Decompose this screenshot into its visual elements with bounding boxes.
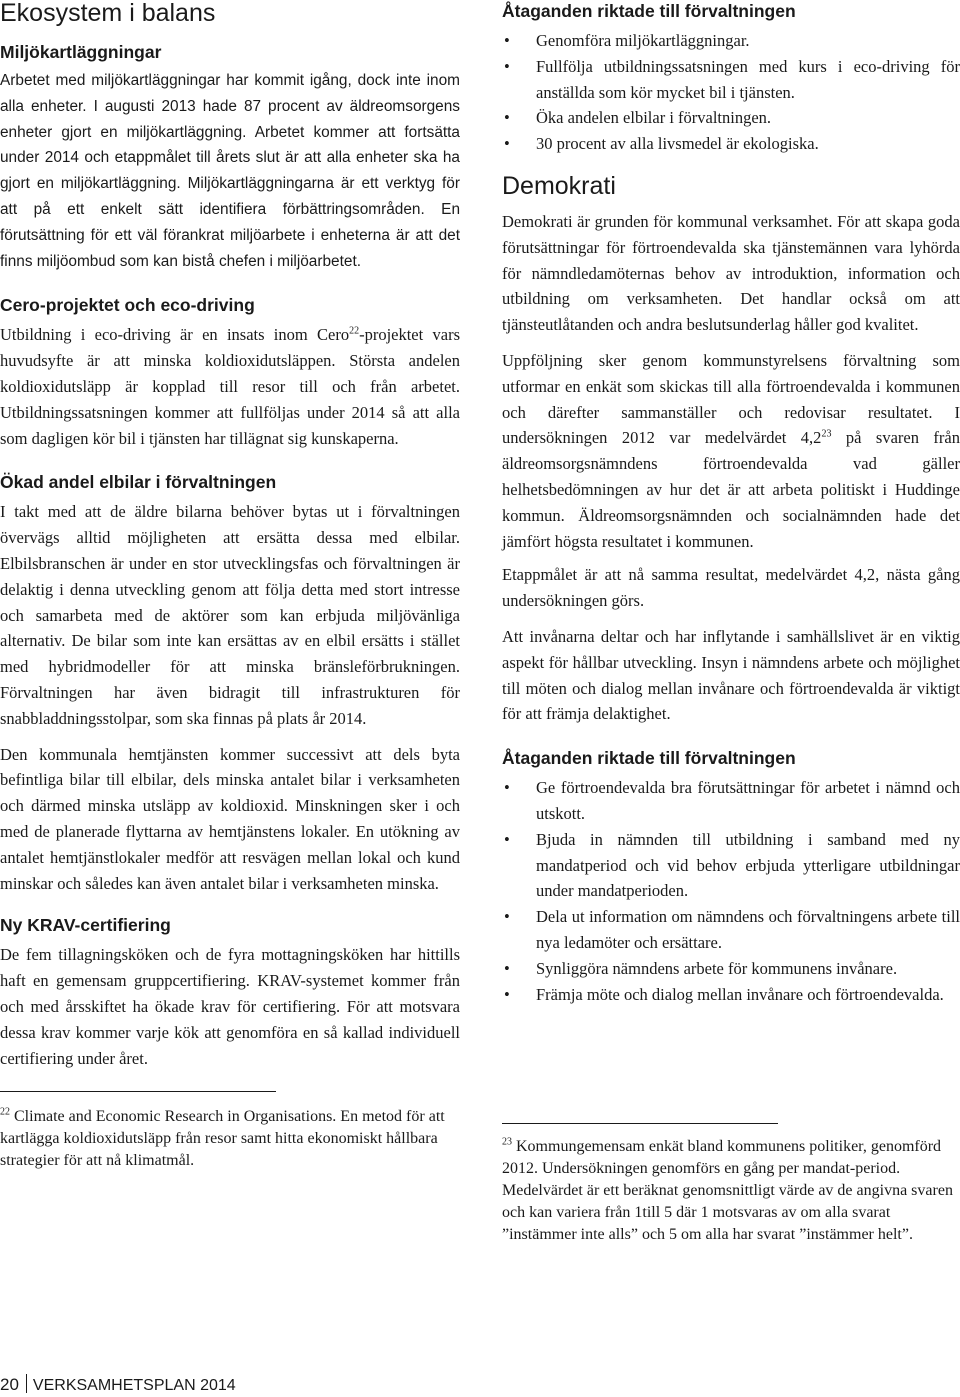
- paragraph-demokrati-2: [502, 348, 960, 554]
- list-item: • Dela ut information om nämndens och förvaltningens arbete till nya ledamöter och ersättare.: [502, 904, 960, 956]
- paragraph-elbilar-1: I takt med att de äldre bilarna behöver bytas ut i förvaltningen övervägs alltid möjligheten att ersätta dessa med elbilar. Elbilsbranschen är under en stor utvecklingsfas och förvaltningen är delaktig i denna utveckling genom att följa detta med stort intresse och samarbeta med de aktörer som kan erbjuda miljövänliga alternativ. De bilar som inte kan ersättas av en elbil ersätts i stället med hybridmodeller för att minska bränsleförbrukningen. Förvaltningen har även bidragit till infrastrukturen för snabbladdningsstolpar, som ska finnas på plats år 2014.: [0, 502, 460, 728]
- heading-elbilar: Ökad andel elbilar i förvaltningen: [0, 472, 277, 493]
- paragraph-demokrati-2-part2: på svaren från äldreomsorgsnämndens förtroendevalda vad gäller helhetsbedömningen av hur det är att arbeta politiskt i Huddinge kommun. Äldreomsorgsnämnden och socialnämnden hade det jämfört högsta resultatet i kommunen.: [502, 428, 960, 551]
- footnote-divider: [502, 1123, 778, 1124]
- heading-krav: Ny KRAV-certifiering: [0, 915, 171, 936]
- paragraph-demokrati-4: Att invånarna deltar och har inflytande i samhällslivet är en viktig aspekt för hållbar utveckling. Insyn i nämndens arbete och möjlighet till möten och dialog mellan invånare och förtroendevalda är viktigt för att främja delaktighet.: [502, 626, 960, 724]
- paragraph-demokrati-3: Etappmålet är att nå samma resultat, medelvärdet 4,2, nästa gång undersökningen görs.: [502, 565, 960, 611]
- heading-ataganden-2: Åtaganden riktade till förvaltningen: [502, 748, 796, 769]
- footnote-ref-23: 23: [821, 428, 832, 440]
- right-column: [502, 0, 960, 1246]
- document-title: VERKSAMHETSPLAN 2014: [32, 1377, 236, 1394]
- paragraph-demokrati-1: Demokrati är grunden för kommunal verksamhet. För att skapa goda förutsättningar för förtroendevalda ska tjänstemännen vara lyhörda för nämndledamöternas behov av introduktion, information och utbildning om verksamheten. Det handlar också om att tjänsteutlåtanden och andra beslutsunderlag håller god kvalitet.: [502, 211, 960, 335]
- heading-cero: Cero-projektet och eco-driving: [0, 295, 255, 316]
- list-item: • Öka andelen elbilar i förvaltningen.: [502, 105, 960, 131]
- list-item: • Synliggöra nämndens arbete för kommunens invånare.: [502, 956, 960, 982]
- footnote-22-text: Climate and Economic Research in Organisations. En metod för att kartlägga koldioxidutsläpp från resor samt hitta ekonomiskt hållbara strategier för att nå klimatmål.: [0, 1108, 445, 1170]
- paragraph-cero-part1: Utbildning i eco-driving är en insats inom Cero: [0, 325, 350, 345]
- footnote-ref-22: 22: [349, 325, 360, 337]
- paragraph-cero: [0, 322, 460, 451]
- heading-miljokartlaggningar: Miljökartläggningar: [0, 42, 162, 62]
- footnote-23-text: Kommungemensam enkät bland kommunens politiker, genomförd 2012. Undersökningen genomförs en gång per mandat-period. Medelvärdet är ett beräknat genomsnittligt värde av de angivna svaren och kan variera från 1till 5 där 1 motsvaras av om alla svarat ”instämmer inte alls” och 5 om alla har svarat ”instämmer helt”.: [502, 1138, 953, 1244]
- list-item: • Bjuda in nämnden till utbildning i samband med ny mandatperiod och vid behov erbjuda ytterligare utbildningar under mandatperioden.: [502, 827, 960, 904]
- list-item: • Ge förtroendevalda bra förutsättningar för arbetet i nämnd och utskott.: [502, 775, 960, 827]
- heading-demokrati: Demokrati: [502, 171, 616, 200]
- list-item: • 30 procent av alla livsmedel är ekologiska.: [502, 131, 960, 157]
- task-list-2: [502, 775, 960, 1007]
- heading-ataganden-1: Åtaganden riktade till förvaltningen: [502, 1, 796, 21]
- paragraph-elbilar-2: Den kommunala hemtjänsten kommer successivt att dels byta befintliga bilar till elbilar, dels minska antalet bilar i verksamheten och därmed minska utsläpp av koldioxid. Minskningen sker i och med de planerade flyttarna av hemtjänstens lokaler. En utökning av antalet hemtjänstlokaler medför att resvägen mellan lokal och kund minskar och således kan även antalet bilar i verksamheten minska.: [0, 744, 460, 893]
- footnote-divider: [0, 1091, 276, 1092]
- footnote-23-number: 23: [502, 1136, 512, 1148]
- paragraph-miljokartlaggningar: Arbetet med miljökartläggningar har kommit igång, dock inte inom alla enheter. I augusti 2013 hade 87 procent av äldreomsorgens enheter gjort en miljökartläggning. Arbetet kommer att fortsätta under 2014 och etappmålet till årets slut är att alla enheter ska ha gjort en miljökartläggning. Miljökartläggningarna är ett verktyg för att på ett enkelt sätt identifiera förbättringsområden. En förutsättning för ett väl förankrat miljöarbete i enheterna är att det finns miljöombud som kan bistå chefen i miljöarbetet.: [0, 72, 460, 270]
- list-item: • Genomföra miljökartläggningar.: [502, 28, 960, 54]
- left-column: [0, 0, 460, 1172]
- task-list-1: [502, 28, 960, 157]
- paragraph-cero-part2: -projektet vars huvudsyfte är att minska koldioxidutsläppen. Största andelen koldioxidutsläpp är kopplad till resor till och från arbetet. Utbildningssatsningen kommer att fullföljas under 2014 så att alla som dagligen kör bil i tjänsten har tillägnat sig kunskaperna.: [0, 325, 460, 448]
- footnote-23: [502, 1136, 954, 1246]
- footer-divider: [26, 1374, 27, 1393]
- page-footer: [0, 1374, 236, 1396]
- page-number: 20: [0, 1375, 19, 1394]
- footnote-22-number: 22: [0, 1106, 10, 1118]
- paragraph-demokrati-2-part1: Uppföljning sker genom kommunstyrelsens förvaltning som utformar en enkät som skickas till alla förtroendevalda i kommunen och därefter sammanställer och redovisar resultatet. I undersökningen 2012 var medelvärdet 4,2: [502, 350, 960, 448]
- list-item: • Främja möte och dialog mellan invånare och förtroendevalda.: [502, 982, 960, 1008]
- page-title: Ekosystem i balans: [0, 0, 216, 27]
- list-item: • Fullfölja utbildningssatsningen med kurs i eco-driving för anställda som kör mycket bil i tjänsten.: [502, 54, 960, 106]
- footnote-22: [0, 1106, 450, 1172]
- paragraph-krav: De fem tillagningsköken och de fyra mottagningsköken har hittills haft en gemensam gruppcertifiering. KRAV-systemet kommer från och med årsskiftet ha ökade krav för certifiering. För att motsvara dessa krav kommer varje kök att genomföra en så kallad individuell certifiering under året.: [0, 945, 460, 1068]
